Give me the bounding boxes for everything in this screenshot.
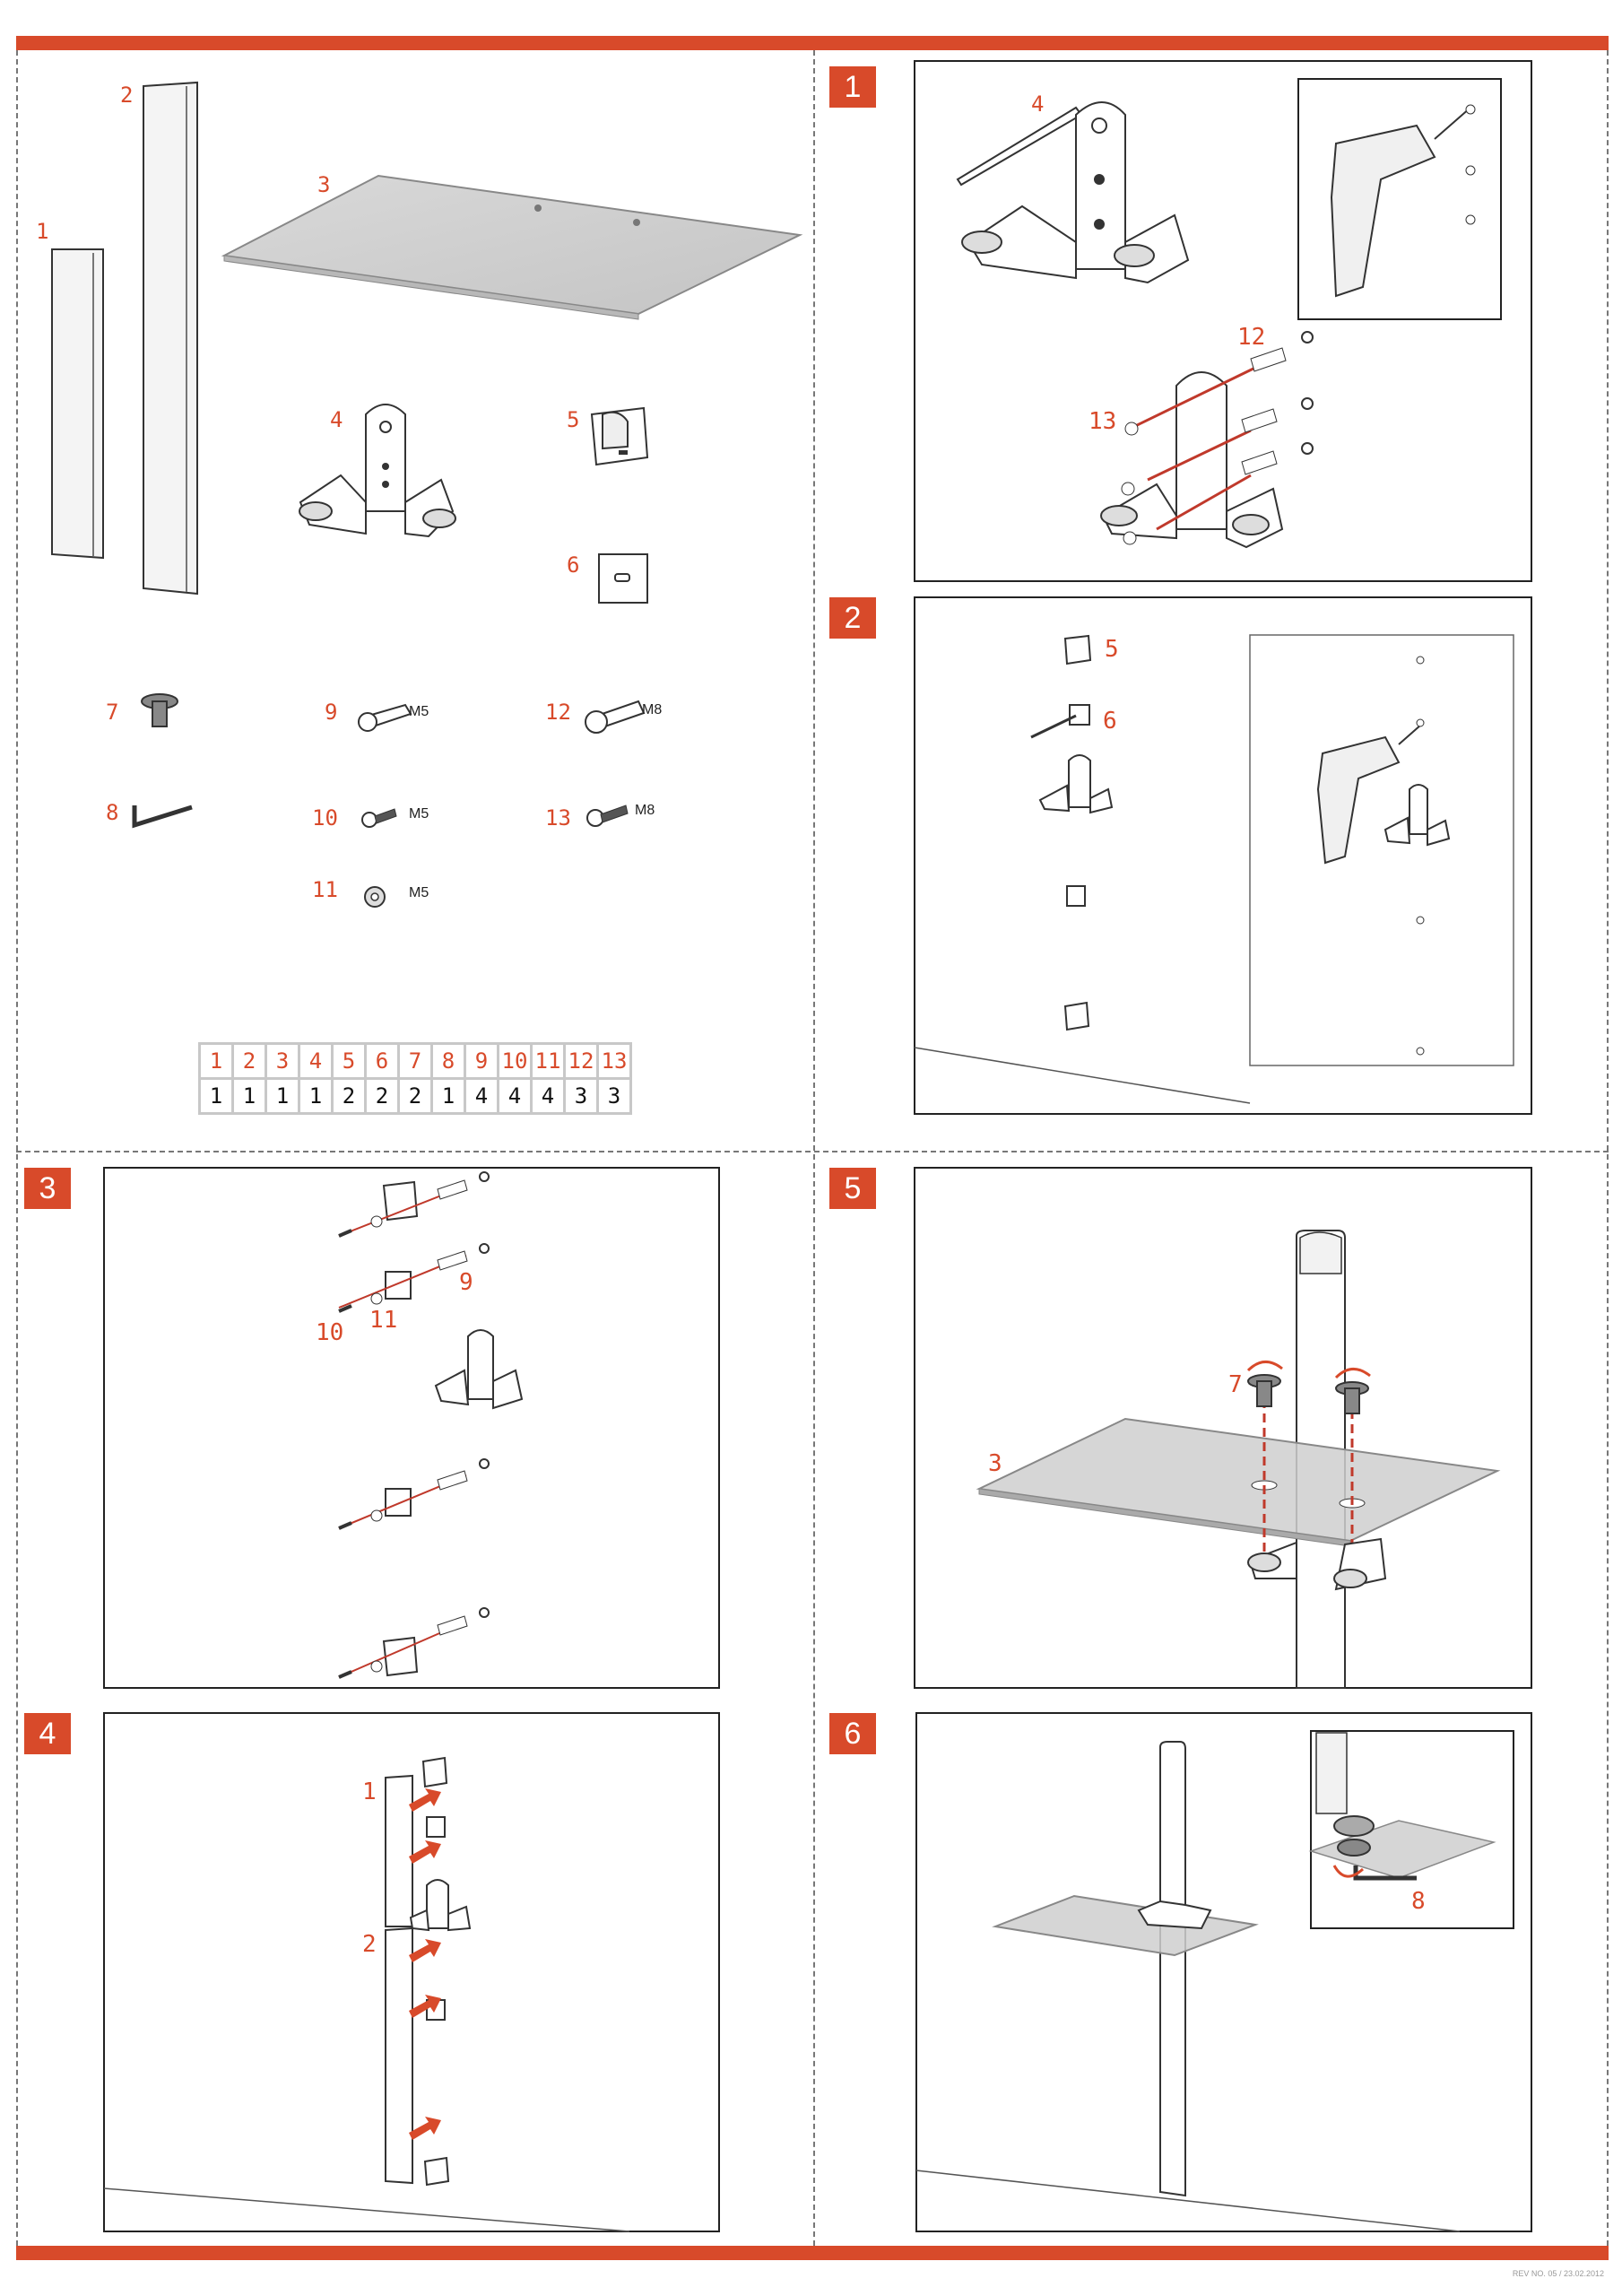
part-10-label: 10 — [312, 805, 338, 831]
qty-header-cell: 12 — [565, 1044, 598, 1079]
part-7-label: 7 — [106, 700, 119, 725]
part-5-cover-clip — [592, 408, 647, 465]
part-12-label: 12 — [545, 700, 571, 725]
qty-header-cell: 2 — [233, 1044, 266, 1079]
step-3-callout-11: 11 — [369, 1307, 398, 1334]
part-6-square-plate — [599, 554, 647, 603]
part-2-long-column — [143, 83, 197, 594]
step-3-badge: 3 — [24, 1168, 71, 1209]
part-4-wall-bracket — [299, 404, 455, 536]
step-2-badge: 2 — [829, 597, 876, 639]
step-1-badge: 1 — [829, 66, 876, 108]
quantity-value-row — [200, 1079, 631, 1114]
qty-header-cell: 10 — [499, 1044, 532, 1079]
qty-value-cell: 4 — [499, 1079, 532, 1114]
step-4-callout-1: 1 — [362, 1779, 377, 1805]
step-5-callout-7: 7 — [1228, 1371, 1243, 1398]
step-4-badge: 4 — [24, 1713, 71, 1754]
part-4-label: 4 — [330, 407, 343, 432]
step-1-callout-4: 4 — [1031, 91, 1045, 117]
step-4-panel — [104, 1713, 719, 2231]
qty-value-cell: 1 — [200, 1079, 233, 1114]
part-8-allen-key — [134, 805, 192, 825]
step-2-callout-6: 6 — [1103, 708, 1117, 735]
part-6-label: 6 — [567, 552, 580, 578]
qty-value-cell: 3 — [598, 1079, 631, 1114]
step-4-callout-2: 2 — [362, 1931, 377, 1958]
part-3-glass-shelf — [224, 176, 800, 319]
step-6-badge: 6 — [829, 1713, 876, 1754]
part-13-screw-m8 — [587, 805, 628, 826]
part-1-label: 1 — [36, 219, 49, 244]
qty-value-cell: 2 — [399, 1079, 432, 1114]
part-13-size: M8 — [635, 803, 655, 818]
step-3-callout-10: 10 — [316, 1319, 344, 1346]
part-10-screw-m5 — [362, 809, 396, 827]
qty-value-cell: 3 — [565, 1079, 598, 1114]
quantity-header-row — [200, 1044, 631, 1079]
revision-note: REV NO. 05 / 23.02.2012 — [1512, 2269, 1604, 2278]
qty-header-cell: 8 — [432, 1044, 465, 1079]
qty-header-cell: 3 — [266, 1044, 299, 1079]
part-11-washer — [365, 887, 385, 907]
qty-value-cell: 1 — [233, 1079, 266, 1114]
part-3-label: 3 — [317, 172, 331, 197]
part-9-dowel-m5 — [359, 705, 411, 731]
qty-header-cell: 11 — [532, 1044, 565, 1079]
qty-value-cell: 1 — [266, 1079, 299, 1114]
part-12-dowel-m8 — [585, 701, 644, 733]
qty-header-cell: 5 — [333, 1044, 366, 1079]
step-1-panel — [915, 61, 1531, 581]
part-1-short-column — [52, 249, 103, 558]
part-13-label: 13 — [545, 805, 571, 831]
part-9-label: 9 — [325, 700, 338, 725]
step-1-callout-12: 12 — [1237, 324, 1266, 351]
qty-header-cell: 4 — [299, 1044, 333, 1079]
step-1-callout-13: 13 — [1089, 408, 1117, 435]
step-2-panel — [915, 597, 1531, 1114]
part-5-label: 5 — [567, 407, 580, 432]
step-5-panel — [915, 1168, 1531, 1688]
qty-value-cell: 1 — [432, 1079, 465, 1114]
step-5-callout-3: 3 — [988, 1450, 1002, 1477]
step-3-callout-9: 9 — [459, 1269, 473, 1296]
qty-header-cell: 9 — [465, 1044, 499, 1079]
qty-value-cell: 4 — [465, 1079, 499, 1114]
step-6-callout-8: 8 — [1411, 1888, 1426, 1915]
qty-value-cell: 2 — [366, 1079, 399, 1114]
qty-value-cell: 1 — [299, 1079, 333, 1114]
part-10-size: M5 — [409, 806, 429, 822]
part-11-label: 11 — [312, 877, 338, 902]
qty-header-cell: 1 — [200, 1044, 233, 1079]
step-5-badge: 5 — [829, 1168, 876, 1209]
qty-header-cell: 6 — [366, 1044, 399, 1079]
qty-value-cell: 4 — [532, 1079, 565, 1114]
qty-value-cell: 2 — [333, 1079, 366, 1114]
part-12-size: M8 — [642, 702, 663, 718]
step-6-panel — [916, 1713, 1531, 2231]
qty-header-cell: 7 — [399, 1044, 432, 1079]
part-2-label: 2 — [120, 83, 134, 108]
step-2-callout-5: 5 — [1105, 636, 1119, 663]
quantity-table — [198, 1042, 632, 1115]
part-8-label: 8 — [106, 800, 119, 825]
qty-header-cell: 13 — [598, 1044, 631, 1079]
step-3-panel — [104, 1168, 719, 1688]
part-9-size: M5 — [409, 704, 429, 719]
part-7-screw — [142, 694, 178, 726]
part-11-size: M5 — [409, 885, 429, 900]
